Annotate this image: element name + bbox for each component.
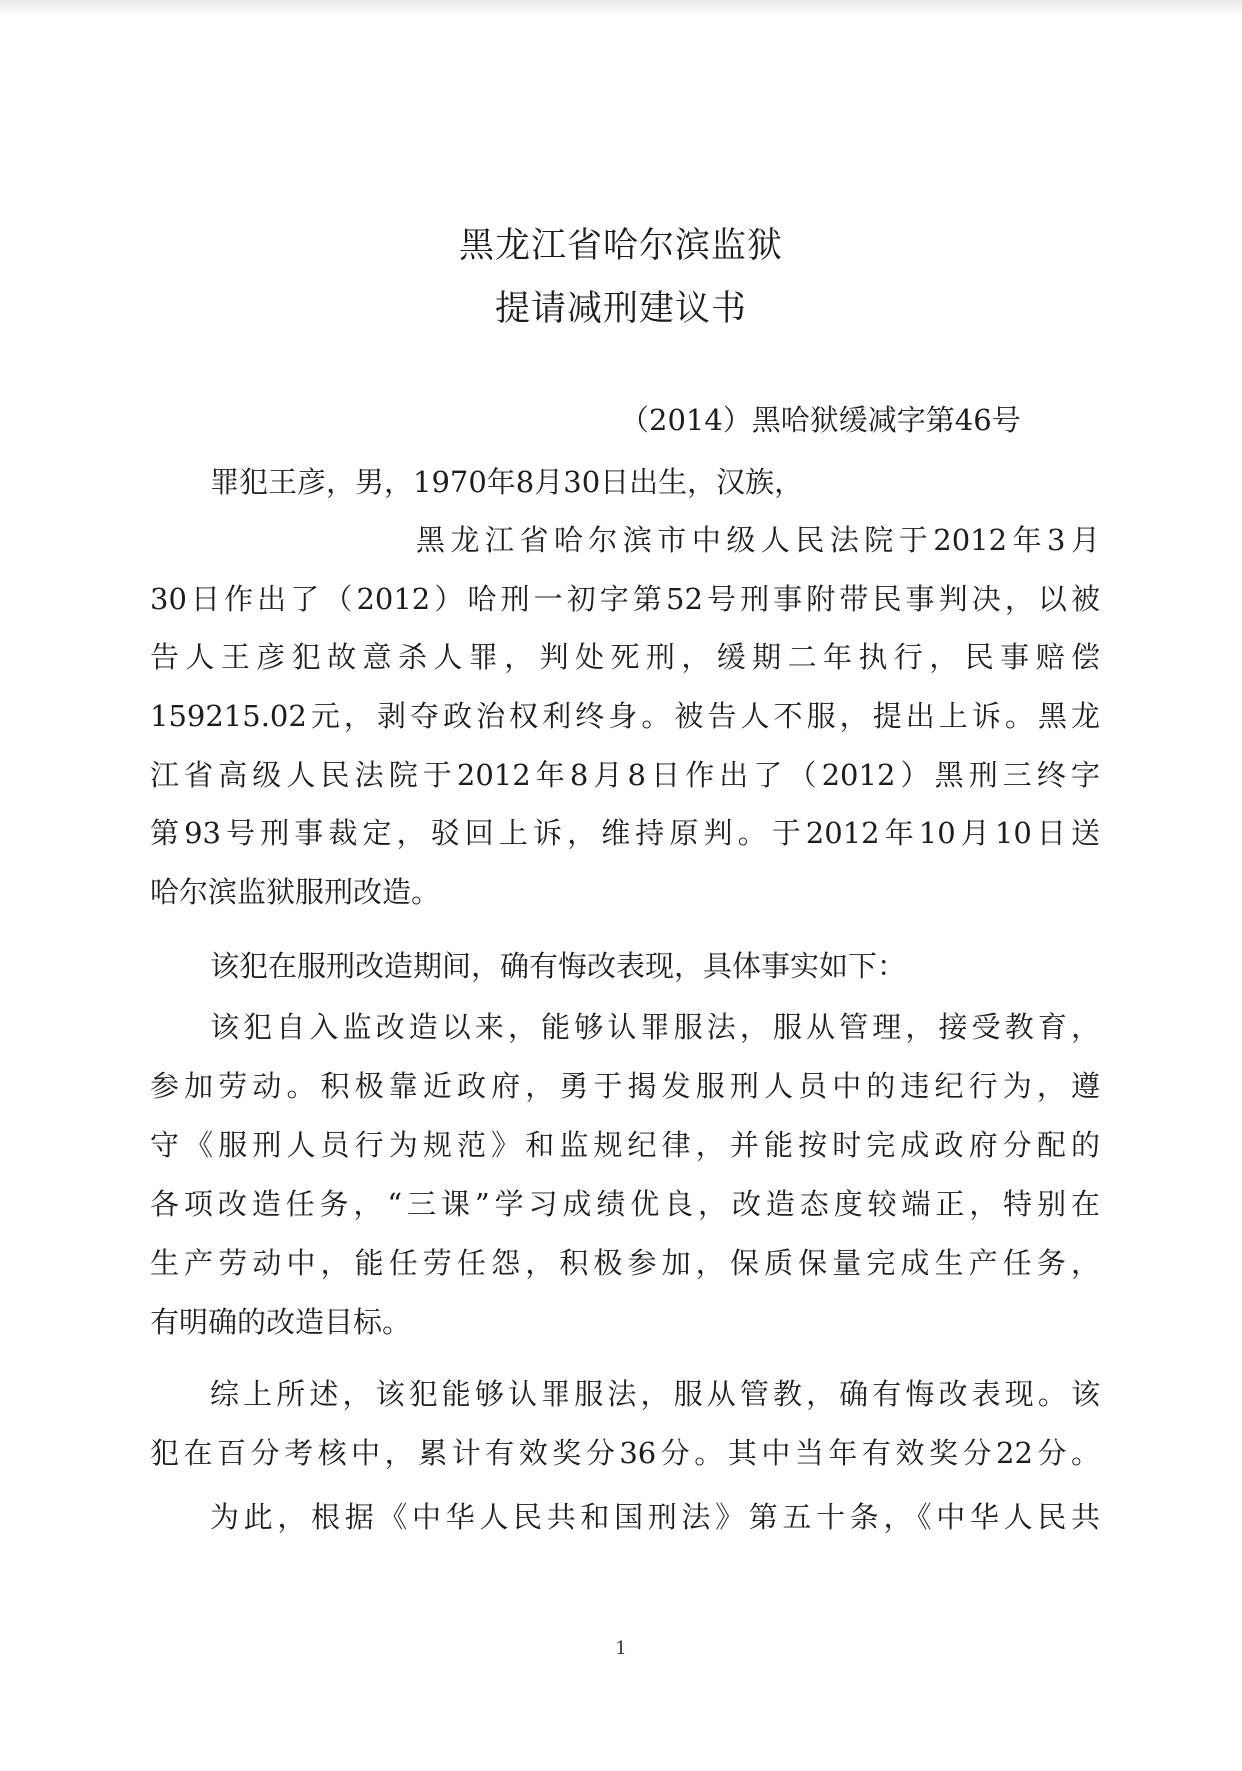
page-number: 1 — [615, 1638, 627, 1659]
body-line: 有明确的改造目标。 — [150, 1305, 412, 1339]
body-line: 综上所述，该犯能够认罪服法，服从管教，确有悔改表现。该 — [210, 1377, 1100, 1411]
body-line: 江省高级人民法院于2012年8月8日作出了（2012）黑刑三终字 — [150, 758, 1100, 792]
body-line: 犯在百分考核中，累计有效奖分36分。其中当年有效奖分22分。 — [150, 1436, 1100, 1470]
body-line: 该犯在服刑改造期间，确有悔改表现，具体事实如下： — [210, 949, 907, 983]
body-line: 生产劳动中，能任劳任怨，积极参加，保质保量完成生产任务， — [150, 1246, 1100, 1280]
body-line: 哈尔滨监狱服刑改造。 — [150, 875, 441, 909]
body-line: 罪犯王彦，男，1970年8月30日出生，汉族， — [210, 465, 804, 499]
body-line: 告人王彦犯故意杀人罪，判处死刑，缓期二年执行，民事赔偿 — [150, 640, 1100, 674]
body-line: 守《服刑人员行为规范》和监规纪律，并能按时完成政府分配的 — [150, 1128, 1100, 1162]
body-line: 各项改造任务，“三课”学习成绩优良，改造态度较端正，特别在 — [150, 1187, 1100, 1221]
body-line: 该犯自入监改造以来，能够认罪服法，服从管理，接受教育， — [210, 1010, 1100, 1044]
body-line: 30日作出了（2012）哈刑一初字第52号刑事附带民事判决，以被 — [150, 582, 1100, 616]
scan-top-edge — [0, 0, 1242, 16]
body-line: 黑龙江省哈尔滨市中级人民法院于2012年3月 — [416, 523, 1100, 557]
document-reference-number: （2014）黑哈狱缓减字第46号 — [620, 403, 1021, 437]
body-line: 159215.02元，剥夺政治权利终身。被告人不服，提出上诉。黑龙 — [150, 699, 1100, 733]
body-line: 参加劳动。积极靠近政府，勇于揭发服刑人员中的违纪行为，遵 — [150, 1069, 1100, 1103]
document-title-type: 提请减刑建议书 — [494, 289, 747, 329]
body-line: 为此，根据《中华人民共和国刑法》第五十条，《中华人民共 — [210, 1500, 1100, 1534]
body-line: 第93号刑事裁定，驳回上诉，维持原判。于2012年10月10日送 — [150, 816, 1100, 850]
document-title-institution: 黑龙江省哈尔滨监狱 — [458, 226, 783, 266]
